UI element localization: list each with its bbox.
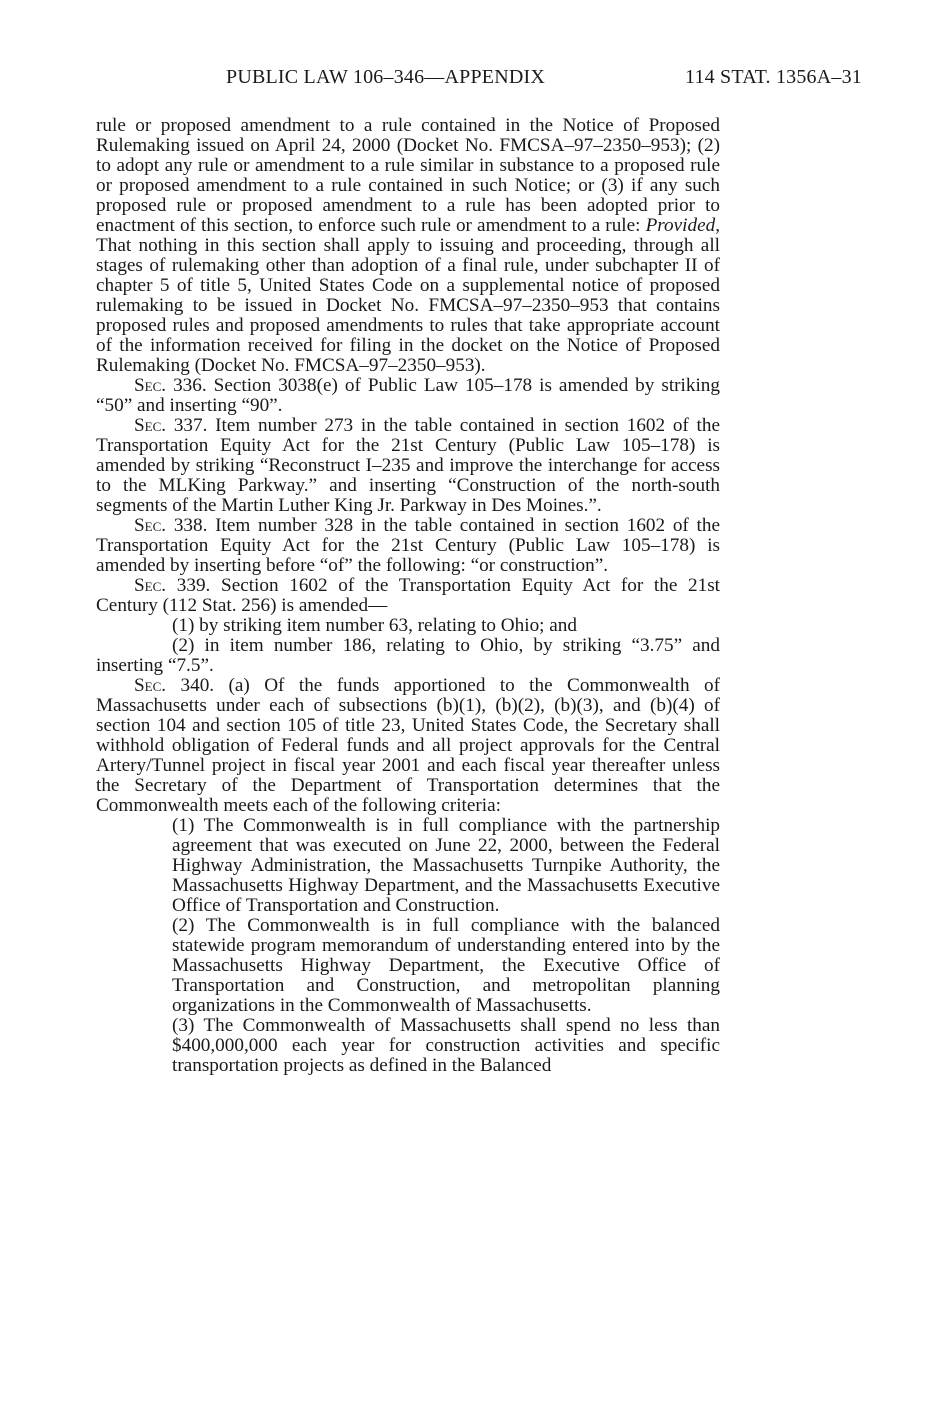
sec-label: Sec. — [134, 675, 167, 696]
header-page-reference: 114 STAT. 1356A–31 — [685, 66, 862, 88]
section-339-item-1: (1) by striking item number 63, relating to Ohio; and — [172, 615, 577, 636]
section-340-criterion-3: (3) The Commonwealth of Massachusetts shall spend no less than $400,000,000 each year for construction activities and specific transportation projects as defined in the Balanced — [172, 1015, 720, 1076]
paragraph-continuation — [96, 116, 720, 376]
sec-label: Sec. — [134, 575, 167, 596]
section-text: 340. (a) Of the funds apportioned to the Commonwealth of Massachusetts under each of subsections (b)(1), (b)(2), (b)(3), and (b)(4) of section 104 and section 105 of title 23, United States Code, the Secretary shall withhold obligation of Federal funds and all project approvals for the Central Artery/Tunnel project in fiscal year 2001 and each fiscal year thereafter unless the Secretary of the Department of Transportation determines that the Commonwealth meets each of the following criteria: — [96, 675, 720, 816]
sec-label: Sec. — [134, 515, 167, 536]
paragraph-text: rule or proposed amendment to a rule contained in the Notice of Proposed Rulemaking issued on April 24, 2000 (Docket No. FMCSA–97–2350–953); (2) to adopt any rule or amendment to a rule similar in substance to a proposed rule or proposed amendment to a rule contained in such Notice; or (3) if any such proposed rule or proposed amendment to a rule has been adopted prior to enactment of this section, to enforce such rule or amendment to a rule: — [96, 115, 720, 236]
running-header — [226, 66, 862, 96]
sec-label: Sec. — [134, 415, 167, 436]
body-text — [96, 116, 720, 1076]
section-text: 339. Section 1602 of the Transportation Equity Act for the 21st Century (112 Stat. 256) is amended— — [96, 575, 720, 616]
section-340-criterion-2: (2) The Commonwealth is in full compliance with the balanced statewide program memorandum of understanding entered into by the Massachusetts Highway Department, the Executive Office of Transportation and Construction, and metropolitan planning organizations in the Commonwealth of Massachusetts. — [172, 915, 720, 1016]
section-339-item-2: (2) in item number 186, relating to Ohio, by striking “3.75” and inserting “7.5”. — [96, 635, 720, 676]
section-337 — [96, 416, 720, 516]
section-text: 336. Section 3038(e) of Public Law 105–178 is amended by striking “50” and inserting “90”. — [96, 375, 720, 416]
header-title: PUBLIC LAW 106–346—APPENDIX — [226, 66, 545, 88]
section-text: 338. Item number 328 in the table contained in section 1602 of the Transportation Equity Act for the 21st Century (Public Law 105–178) is amended by inserting before “of” the following: “or construction”. — [96, 515, 720, 576]
provided-italic: Provided — [645, 215, 716, 236]
section-339 — [96, 576, 720, 616]
section-340-criterion-1: (1) The Commonwealth is in full compliance with the partnership agreement that was executed on June 22, 2000, between the Federal Highway Administration, the Massachusetts Turnpike Authority, the Massachusetts Highway Department, and the Massachusetts Executive Office of Transportation and Construction. — [172, 815, 720, 916]
section-336 — [96, 376, 720, 416]
section-340 — [96, 676, 720, 816]
paragraph-text: , That nothing in this section shall apply to issuing and proceeding, through all stages of rulemaking other than adoption of a final rule, under subchapter II of chapter 5 of title 5, United States Code on a supplemental notice of proposed rulemaking to be issued in Docket No. FMCSA–97–2350–953 that contains proposed rules and proposed amendments to rules that take appropriate account of the information received for filing in the docket on the Notice of Proposed Rulemaking (Docket No. FMCSA–97–2350–953). — [96, 215, 720, 376]
section-338 — [96, 516, 720, 576]
sec-label: Sec. — [134, 375, 167, 396]
section-text: 337. Item number 273 in the table contained in section 1602 of the Transportation Equity Act for the 21st Century (Public Law 105–178) is amended by striking “Reconstruct I–235 and improve the interchange for access to the MLKing Parkway.” and inserting “Construction of the north-south segments of the Martin Luther King Jr. Parkway in Des Moines.”. — [96, 415, 720, 516]
